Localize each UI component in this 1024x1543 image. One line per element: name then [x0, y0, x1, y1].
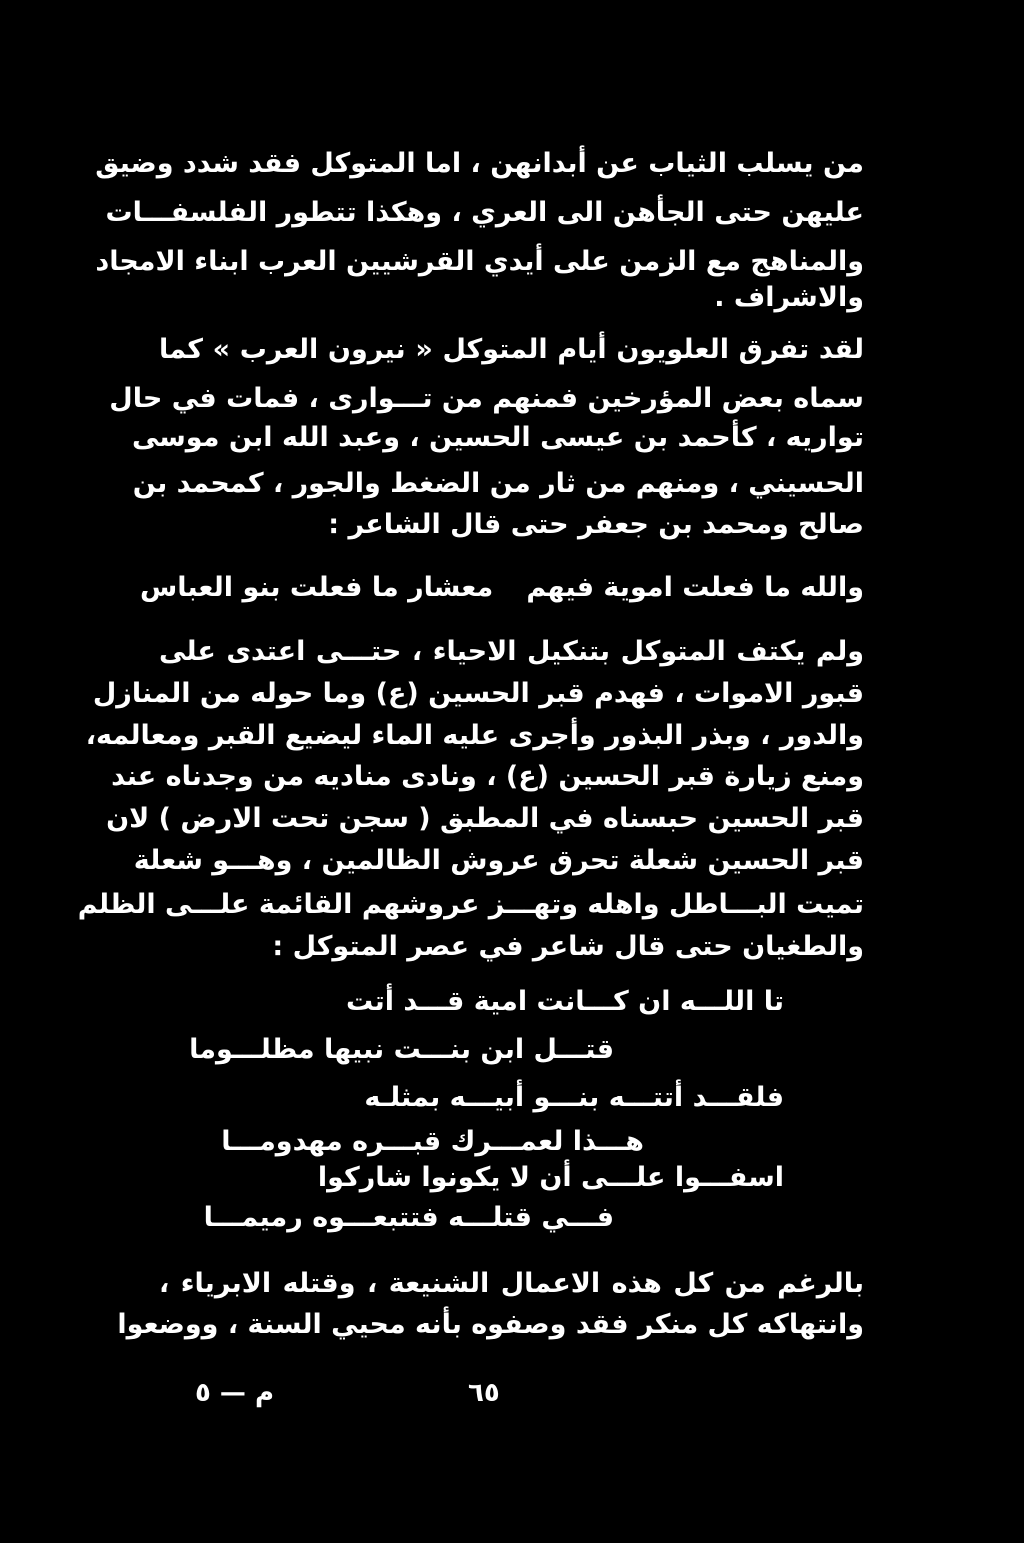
text-line: والمناهج مع الزمن على أيدي القرشيين العرب ابناء الامجاد: [95, 246, 864, 277]
text-line: والطغيان حتى قال شاعر في عصر المتوكل :: [272, 931, 864, 962]
text-line: والاشراف .: [714, 282, 864, 313]
text-line: لقد تفرق العلويون أيام المتوكل « نيرون العرب » كما: [159, 334, 864, 365]
poem-line: هـــذا لعمـــرك قبـــره مهدومـــا: [221, 1126, 644, 1157]
text-line: عليهن حتى الجأهن الى العري ، وهكذا تتطور الفلسفـــات: [105, 197, 864, 228]
text-line: قبر الحسين حبسناه في المطبق ( سجن تحت الارض ) لان: [106, 803, 864, 834]
text-line: صالح ومحمد بن جعفر حتى قال الشاعر :: [328, 509, 864, 540]
text-line: قبور الاموات ، فهدم قبر الحسين (ع) وما حوله من المنازل: [92, 678, 864, 709]
text-line: سماه بعض المؤرخين فمنهم من تـــوارى ، فمات في حال: [109, 383, 864, 414]
text-line: ولم يكتف المتوكل بتنكيل الاحياء ، حتـــى اعتدى على: [159, 636, 864, 667]
text-line: ومنع زيارة قبر الحسين (ع) ، ونادى مناديه من وجدناه عند: [111, 761, 864, 792]
poem-line: تا اللـــه ان كـــانت امية قـــد أتت: [346, 986, 784, 1017]
text-line: تميت البـــاطل واهله وتهـــز عروشهم القائمة علـــى الظلم: [77, 889, 864, 920]
page-number: ٦٥: [468, 1378, 500, 1408]
poem-line: فلقـــد أتتـــه بنـــو أبيـــه بمثلـه: [364, 1082, 784, 1113]
poem-line: فـــي قتلـــه فتتبعـــوه رميمـــا: [203, 1202, 614, 1233]
text-line: بالرغم من كل هذه الاعمال الشنيعة ، وقتله الابرياء ،: [159, 1268, 864, 1299]
verse-left-hemistich: معشار ما فعلت بنو العباس: [140, 572, 494, 603]
text-line: الحسيني ، ومنهم من ثار من الضغط والجور ، كمحمد بن: [132, 468, 864, 499]
text-line: قبر الحسين شعلة تحرق عروش الظالمين ، وهـــو شعلة: [133, 845, 864, 876]
text-line: من يسلب الثياب عن أبدانهن ، اما المتوكل فقد شدد وضيق: [95, 148, 864, 179]
verse-right-hemistich: والله ما فعلت اموية فيهم: [526, 572, 864, 603]
signature-mark: م — ٥: [195, 1378, 275, 1408]
text-line: تواريه ، كأحمد بن عيسى الحسين ، وعبد الله ابن موسى: [131, 422, 864, 453]
text-line: والدور ، وبذر البذور وأجرى عليه الماء ليضيع القبر ومعالمه،: [85, 720, 864, 751]
text-line: وانتهاكه كل منكر فقد وصفوه بأنه محيي السنة ، ووضعوا: [117, 1309, 864, 1340]
poem-line: قتـــل ابن بنـــت نبيها مظلـــوما: [189, 1034, 614, 1065]
poem-line: اسفـــوا علـــى أن لا يكونوا شاركوا: [317, 1162, 784, 1193]
